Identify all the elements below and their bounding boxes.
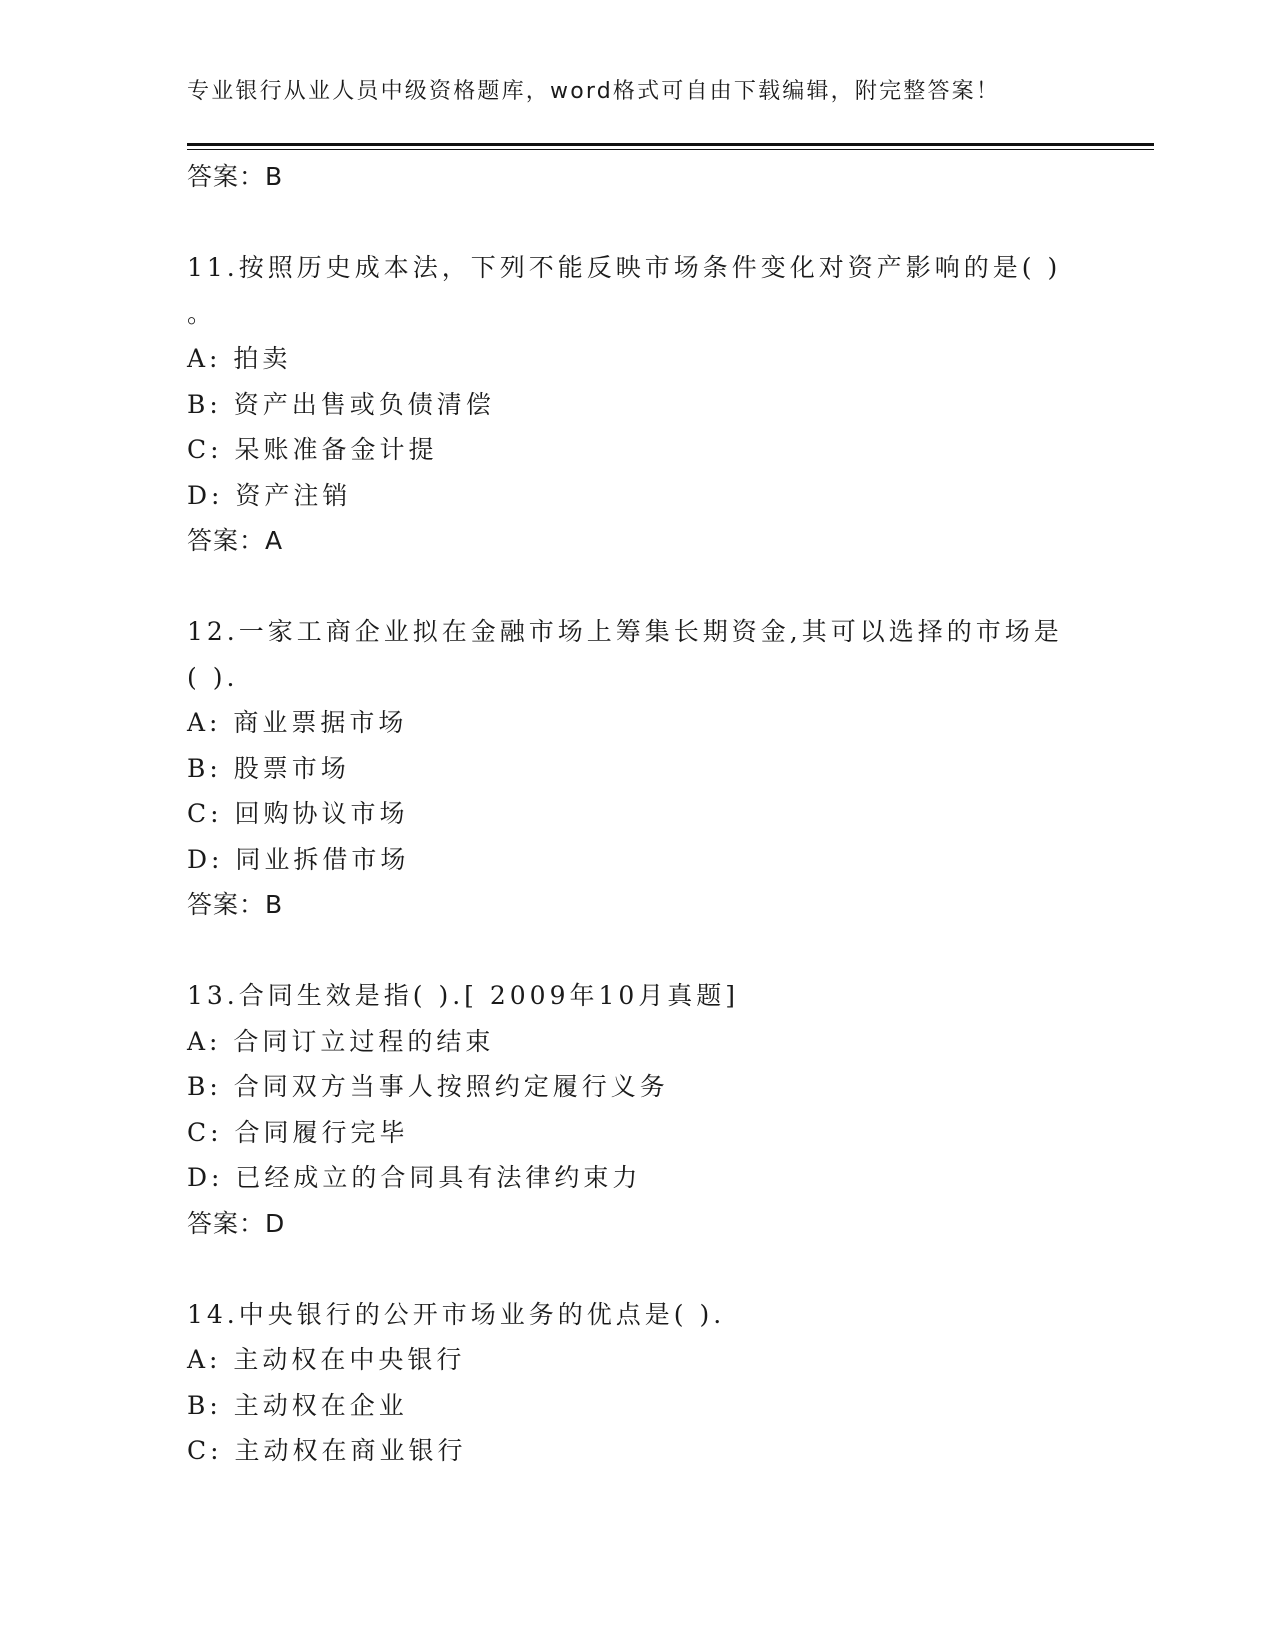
document-body [187, 154, 1087, 1474]
option-c: C: 呆账准备金计提 [187, 435, 438, 464]
question-block [187, 973, 1087, 1246]
answer-line: 答案：A [187, 526, 284, 555]
option-d: D: 同业拆借市场 [187, 844, 410, 874]
option-a: A: 合同订立过程的结束 [187, 1026, 495, 1056]
header-rule-thin [187, 149, 1154, 150]
answer-line: 答案：B [187, 162, 284, 191]
question-stem: 12.一家工商企业拟在金融市场上筹集长期资金,其可以选择的市场是 [187, 617, 1063, 646]
option-c: C: 合同履行完毕 [187, 1117, 409, 1147]
option-b: B: 资产出售或负债清偿 [187, 389, 495, 419]
option-a: A: 拍卖 [187, 344, 292, 373]
answer-line: 答案：D [187, 1208, 286, 1238]
question-stem-continuation: ( ). [187, 662, 239, 692]
question-stem-continuation: 。 [187, 298, 217, 328]
question-block [187, 1292, 1087, 1474]
question-stem: 11.按照历史成本法，下列不能反映市场条件变化对资产影响的是( ) [187, 253, 1062, 282]
spacer [187, 1246, 1087, 1292]
option-d: D: 资产注销 [187, 480, 352, 510]
option-b: B: 合同双方当事人按照约定履行义务 [187, 1072, 669, 1101]
option-a: A: 商业票据市场 [187, 708, 408, 737]
page-header: 专业银行从业人员中级资格题库，word格式可自由下载编辑，附完整答案！ [187, 79, 1001, 104]
question-stem: 13.合同生效是指( ).[ 2009年10月真题] [187, 981, 740, 1010]
option-b: B: 主动权在企业 [187, 1390, 408, 1420]
option-c: C: 主动权在商业银行 [187, 1436, 467, 1465]
answer-line: 答案：B [187, 890, 284, 919]
option-d: D: 已经成立的合同具有法律约束力 [187, 1163, 642, 1192]
question-stem: 14.中央银行的公开市场业务的优点是( ). [187, 1299, 726, 1329]
option-b: B: 股票市场 [187, 753, 350, 783]
option-a: A: 主动权在中央银行 [187, 1345, 466, 1374]
spacer [187, 564, 1087, 610]
spacer [187, 200, 1087, 246]
header-rule-thick [187, 143, 1154, 146]
question-block [187, 245, 1087, 564]
spacer [187, 928, 1087, 974]
question-block [187, 609, 1087, 928]
option-c: C: 回购协议市场 [187, 799, 409, 828]
